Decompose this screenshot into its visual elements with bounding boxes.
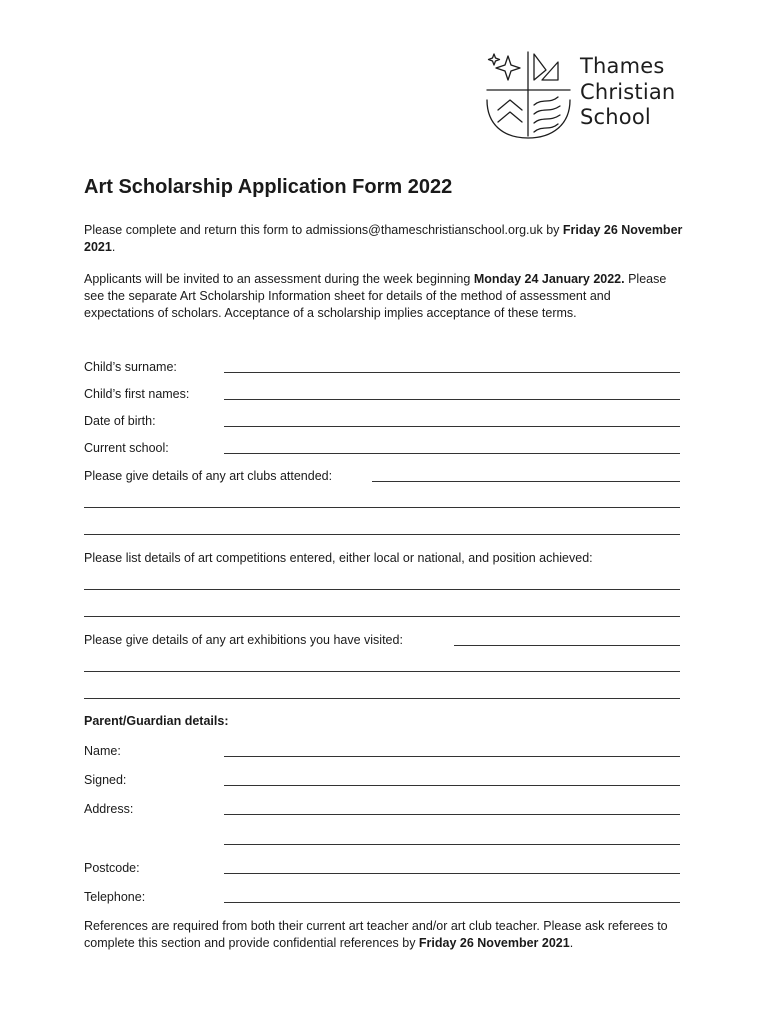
address-row <box>84 800 680 818</box>
parent-name-field[interactable] <box>224 756 680 757</box>
address-label: Address: <box>84 802 134 816</box>
exhibitions-line-3[interactable] <box>84 698 680 699</box>
intro-paragraph <box>84 222 684 256</box>
parent-name-row <box>84 742 680 760</box>
assessment-paragraph <box>84 271 684 322</box>
surname-field[interactable] <box>224 372 680 373</box>
current-school-label: Current school: <box>84 441 169 455</box>
competitions-label: Please list details of art competitions entered, either local or national, and position achieved: <box>84 551 593 565</box>
school-logo <box>484 50 694 145</box>
first-names-row <box>84 385 680 403</box>
address-field[interactable] <box>224 814 680 815</box>
telephone-field[interactable] <box>224 902 680 903</box>
assessment-date: Monday 24 January 2022. <box>473 272 625 286</box>
exhibitions-line-2[interactable] <box>84 671 680 672</box>
intro-end: . <box>111 240 116 254</box>
parent-heading: Parent/Guardian details: <box>84 714 229 728</box>
references-text: References are required from both their current art teacher and/or art club teacher. Please ask referees to complete this section and provide confidential references by <box>84 919 668 950</box>
exhibitions-row <box>84 631 680 649</box>
school-name-line2: Christian <box>580 79 676 104</box>
school-name-line3: School <box>580 105 651 129</box>
telephone-row <box>84 888 680 906</box>
crest-icon <box>484 50 574 145</box>
parent-name-label: Name: <box>84 744 121 758</box>
dob-row <box>84 412 680 430</box>
references-deadline: Friday 26 November 2021 <box>418 936 570 950</box>
surname-label: Child’s surname: <box>84 360 177 374</box>
art-clubs-row <box>84 467 680 485</box>
postcode-row <box>84 859 680 877</box>
address-field-2[interactable] <box>224 844 680 845</box>
school-name <box>580 54 675 131</box>
signed-label: Signed: <box>84 773 127 787</box>
postcode-label: Postcode: <box>84 861 140 875</box>
intro-deadline: Friday 26 November 2021 <box>84 223 683 254</box>
competitions-line-2[interactable] <box>84 616 680 617</box>
references-end: . <box>569 936 574 950</box>
dob-label: Date of birth: <box>84 414 156 428</box>
current-school-field[interactable] <box>224 453 680 454</box>
assessment-text2: Please see the separate Art Scholarship Information sheet for details of the method of assessment and expectations of scholars. Acceptance of a scholarship implies acceptance of these terms. <box>84 272 667 320</box>
surname-row <box>84 358 680 376</box>
intro-text: Please complete and return this form to admissions@thameschristianschool.org.uk by <box>84 223 563 237</box>
signed-row <box>84 771 680 789</box>
school-name-line1: Thames <box>580 54 665 78</box>
exhibitions-label: Please give details of any art exhibitions you have visited: <box>84 633 403 647</box>
dob-field[interactable] <box>224 426 680 427</box>
art-clubs-field[interactable] <box>372 481 680 482</box>
telephone-label: Telephone: <box>84 890 146 904</box>
art-clubs-line-3[interactable] <box>84 534 680 535</box>
current-school-row <box>84 439 680 457</box>
assessment-text1: Applicants will be invited to an assessment during the week beginning <box>84 272 474 286</box>
signed-field[interactable] <box>224 785 680 786</box>
references-paragraph <box>84 918 684 952</box>
first-names-field[interactable] <box>224 399 680 400</box>
postcode-field[interactable] <box>224 873 680 874</box>
form-title: Art Scholarship Application Form 2022 <box>84 176 453 198</box>
competitions-line-1[interactable] <box>84 589 680 590</box>
art-clubs-label: Please give details of any art clubs attended: <box>84 469 333 483</box>
art-clubs-line-2[interactable] <box>84 507 680 508</box>
competitions-row <box>84 549 680 567</box>
exhibitions-field[interactable] <box>454 645 680 646</box>
first-names-label: Child’s first names: <box>84 387 190 401</box>
address-row-2 <box>84 830 680 848</box>
